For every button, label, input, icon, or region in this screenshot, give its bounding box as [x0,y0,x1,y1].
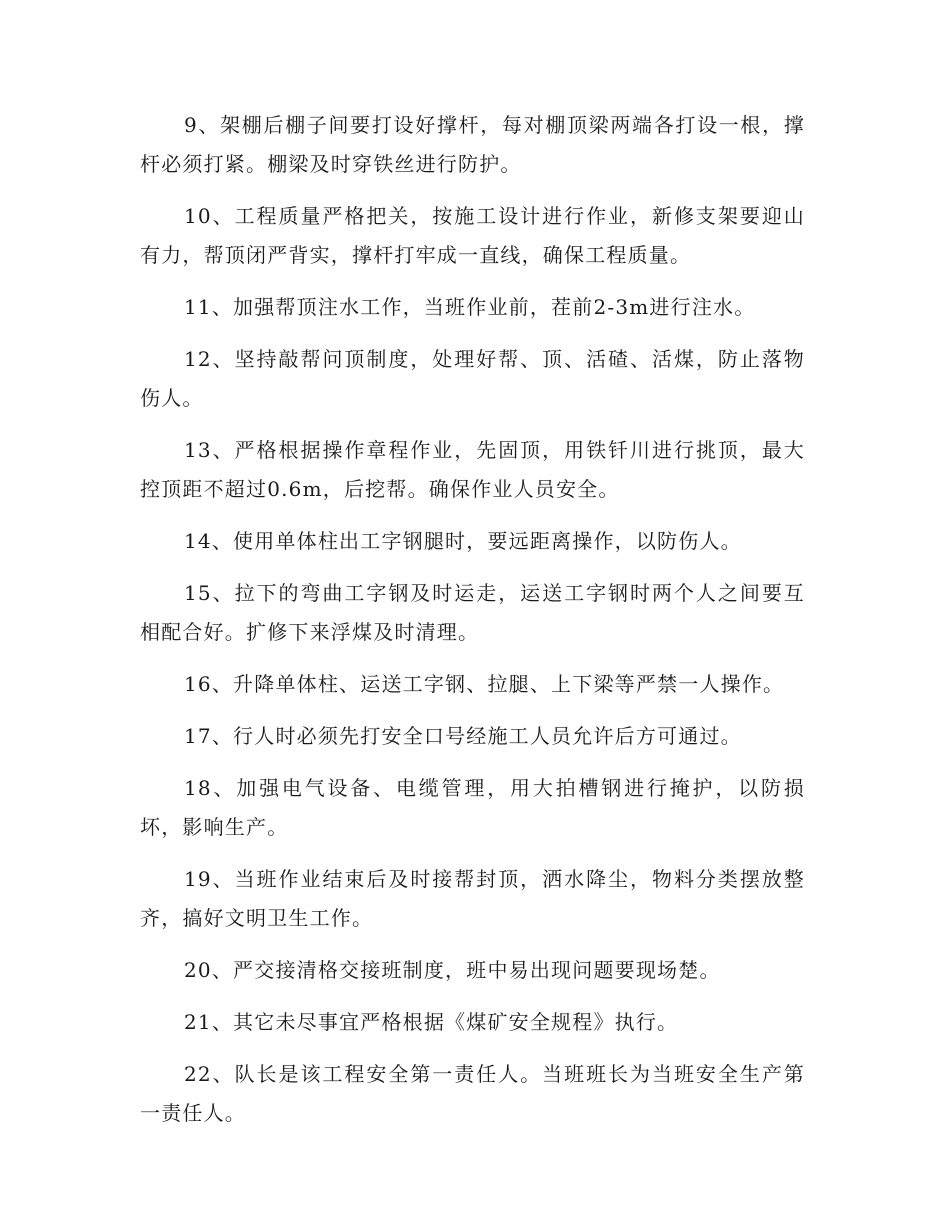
paragraph-item-11: 11、加强帮顶注水工作，当班作业前，茬前2-3m进行注水。 [184,295,756,319]
paragraph-item-18: 18、加强电气设备、电缆管理，用大拍槽钢进行掩护，以防损坏，影响生产。 [140,776,805,839]
paragraph-item-17: 17、行人时必须先打安全口号经施工人员允许后方可通过。 [184,724,742,748]
paragraph-item-9: 9、架棚后棚子间要打设好撑杆，每对棚顶梁两端各打设一根，撑杆必须打紧。棚梁及时穿铁丝进行防护。 [140,113,805,176]
paragraph-item-20: 20、严交接清格交接班制度，班中易出现问题要现场楚。 [184,958,721,982]
paragraph-item-19: 19、当班作业结束后及时接帮封顶，洒水降尘，物料分类摆放整齐，搞好文明卫生工作。 [140,867,805,930]
paragraph-item-10: 10、工程质量严格把关，按施工设计进行作业，新修支架要迎山有力，帮顶闭严背实，撑杆打牢成一直线，确保工程质量。 [140,204,805,267]
paragraph-item-12: 12、坚持敲帮问顶制度，处理好帮、顶、活碴、活煤，防止落物伤人。 [140,347,805,410]
paragraph-item-21: 21、其它未尽事宜严格根据《煤矿安全规程》执行。 [184,1010,679,1034]
paragraph-item-16: 16、升降单体柱、运送工字钢、拉腿、上下梁等严禁一人操作。 [184,672,785,696]
paragraph-item-14: 14、使用单体柱出工字钢腿时，要远距离操作，以防伤人。 [184,529,742,553]
paragraph-item-15: 15、拉下的弯曲工字钢及时运走，运送工字钢时两个人之间要互相配合好。扩修下来浮煤及时清理。 [140,581,805,644]
paragraph-item-22: 22、队长是该工程安全第一责任人。当班班长为当班安全生产第一责任人。 [140,1062,805,1125]
paragraph-item-13: 13、严格根据操作章程作业，先固顶，用铁钎川进行挑顶，最大控顶距不超过0.6m，后挖帮。确保作业人员安全。 [140,438,805,501]
document-body [140,106,805,1146]
